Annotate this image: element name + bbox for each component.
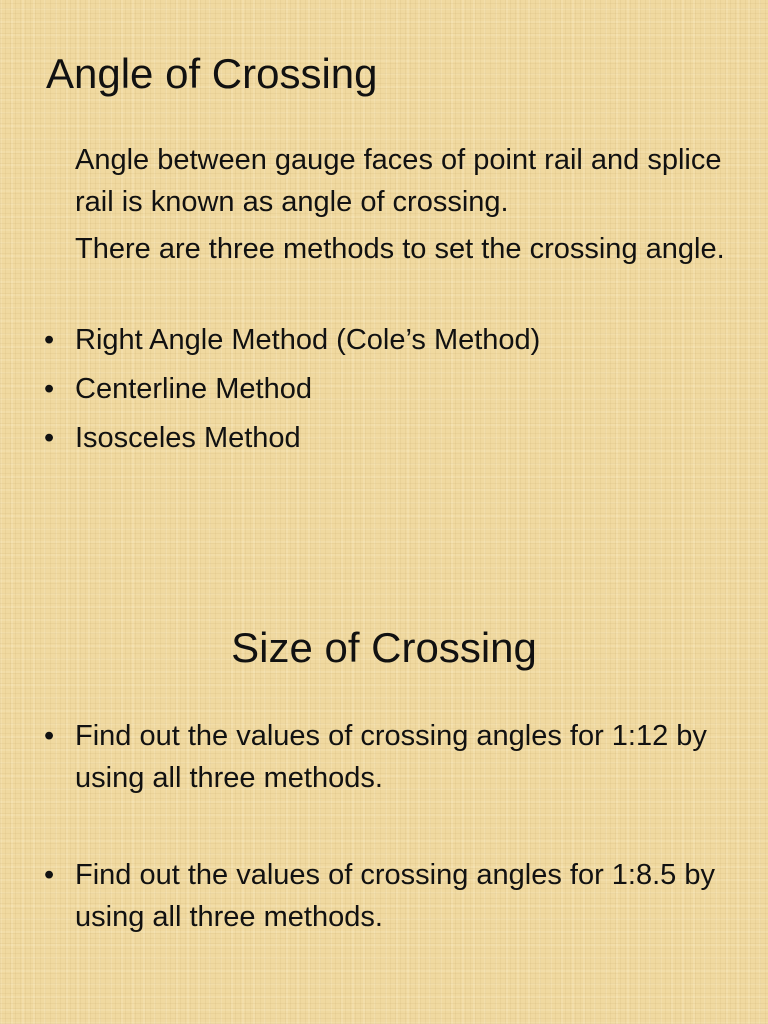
list-item-text: Isosceles Method (75, 422, 301, 454)
list-item-text: Centerline Method (75, 373, 312, 405)
list-item (0, 368, 768, 410)
slide-title: Size of Crossing (231, 624, 537, 671)
list-item (0, 319, 768, 361)
bullet-icon: • (44, 422, 55, 454)
bullet-icon: • (44, 859, 55, 891)
list-item-text: Find out the values of crossing angles for 1:8.5 by using all three methods. (75, 859, 715, 933)
methods-list (0, 319, 768, 466)
slide-size-of-crossing (0, 512, 768, 1024)
slide-title: Angle of Crossing (46, 50, 378, 97)
bullet-icon: • (44, 373, 55, 405)
bullet-icon: • (44, 324, 55, 356)
list-item (0, 715, 768, 799)
definition-paragraph: Angle between gauge faces of point rail and splice rail is known as angle of crossing. (75, 144, 722, 218)
bullet-icon: • (44, 720, 55, 752)
exercise-list (0, 715, 768, 993)
list-item-text: Right Angle Method (Cole’s Method) (75, 324, 541, 356)
list-item (0, 417, 768, 459)
list-item (0, 854, 768, 938)
list-item-text: Find out the values of crossing angles for 1:12 by using all three methods. (75, 720, 707, 794)
methods-intro-paragraph: There are three methods to set the crossing angle. (75, 233, 725, 265)
